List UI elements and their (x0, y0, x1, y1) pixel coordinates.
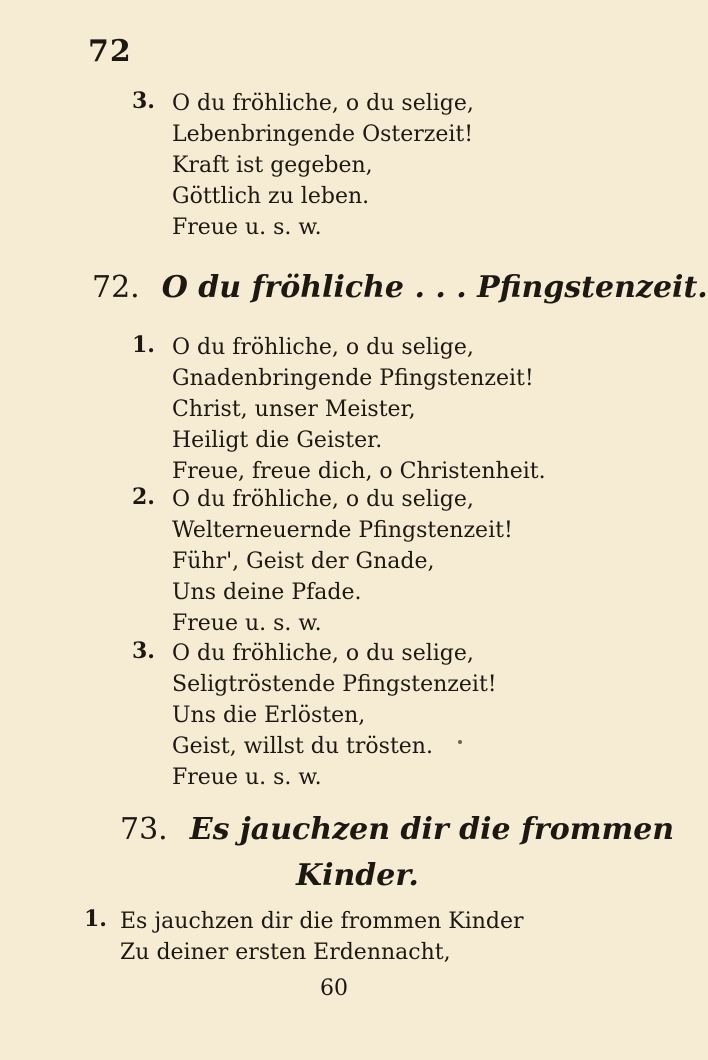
hymn-title: O du fröhliche . . . Pfingstenzeit. (161, 270, 708, 305)
verse-line: Freue u. s. w. (172, 611, 322, 636)
verse-line: Seligtröstende Pfingstenzeit! (172, 672, 497, 697)
verse-line: O du fröhliche, o du selige, (172, 641, 474, 666)
stanza-number: 1. (84, 906, 107, 932)
hymn-number: 73. (120, 812, 168, 847)
verse-line: Zu deiner ersten Erdennacht, (120, 940, 451, 965)
verse-line: Welterneuernde Pfingstenzeit! (172, 518, 513, 543)
stanza-number: 3. (132, 88, 155, 114)
verse-line: Heiligt die Geister. (172, 428, 383, 453)
verse-line: Freue u. s. w. (172, 215, 322, 240)
verse-line: Lebenbringende Osterzeit! (172, 122, 474, 147)
stanza (132, 638, 497, 793)
hymn-title: Es jauchzen dir die frommen (189, 812, 675, 847)
verse-line: Führ', Geist der Gnade, (172, 549, 435, 574)
stanza (84, 906, 524, 968)
verse-line: Gnadenbringende Pfingstenzeit! (172, 366, 534, 391)
hymn-heading (92, 270, 708, 305)
verse-line: O du fröhliche, o du selige, (172, 335, 474, 360)
verse-line: Freue, freue dich, o Christenheit. (172, 459, 546, 484)
verse-line: Christ, unser Meister, (172, 397, 416, 422)
verse-line: Freue u. s. w. (172, 765, 322, 790)
verse-line: Es jauchzen dir die frommen Kinder (120, 909, 524, 934)
ink-speck (458, 740, 462, 744)
stanza (132, 484, 513, 639)
page-number: 72 (88, 34, 132, 69)
stanza-number: 2. (132, 484, 155, 510)
stanza-number: 3. (132, 638, 155, 664)
hymn-title-continued: Kinder. (296, 858, 419, 893)
verse-line: Uns die Erlösten, (172, 703, 366, 728)
folio-number: 60 (320, 976, 348, 1001)
verse-line: Geist, willst du trösten. (172, 734, 433, 759)
hymn-heading (120, 812, 674, 847)
verse-line: Uns deine Pfade. (172, 580, 362, 605)
hymn-number: 72. (92, 270, 140, 305)
verse-line: O du fröhliche, o du selige, (172, 487, 474, 512)
verse-line: O du fröhliche, o du selige, (172, 91, 474, 116)
verse-line: Göttlich zu leben. (172, 184, 370, 209)
stanza (132, 332, 546, 487)
verse-line: Kraft ist gegeben, (172, 153, 373, 178)
continuation-stanza (132, 88, 474, 243)
stanza-number: 1. (132, 332, 155, 358)
